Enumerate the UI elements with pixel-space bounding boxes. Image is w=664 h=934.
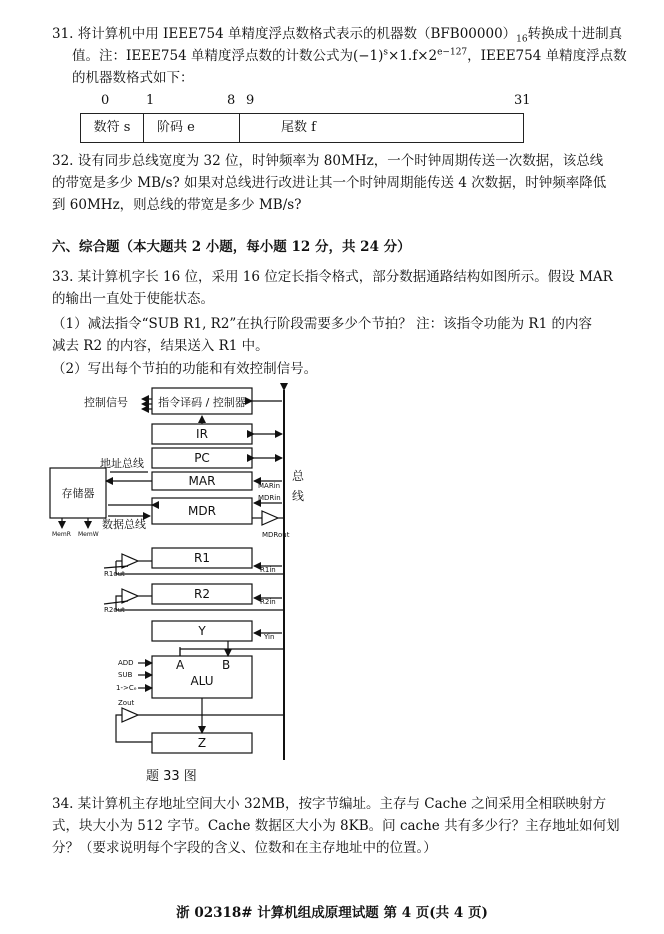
- alu-b-label: B: [222, 658, 231, 672]
- bit-8: 8: [227, 93, 236, 108]
- bus-label-2: 线: [292, 489, 305, 503]
- memw-label: MemW: [78, 531, 99, 538]
- alu-a-label: A: [176, 658, 185, 672]
- q31-line2: 值。注：IEEE754 单精度浮点数的计数公式为$(-1)^s\times 1.f\times 2^{e-127}$，IEEE754 单精度浮点数: [72, 47, 627, 64]
- y-label: Y: [198, 624, 206, 638]
- bit-0: 0: [101, 93, 110, 108]
- mar-label: MAR: [188, 474, 216, 488]
- decoder-label: 指令译码 / 控制器: [158, 396, 246, 409]
- marin-label: MARin: [258, 482, 281, 490]
- z-label: Z: [197, 736, 207, 750]
- q33-line5: （2）写出每个节拍的功能和有效控制信号。: [52, 361, 318, 377]
- control-signal-label: 控制信号: [84, 396, 128, 409]
- mdrout-label: MDRout: [262, 531, 290, 539]
- alu-label: ALU: [190, 674, 214, 688]
- mdrout-buffer: [262, 511, 278, 525]
- datapath-diagram: [0, 380, 664, 790]
- bus-label-1: 总: [292, 469, 305, 483]
- q31-line1: 31. 将计算机中用 IEEE754 单精度浮点数格式表示的机器数$(BFB00000)_{16}$转换成十进制真: [52, 26, 623, 45]
- bit-31: 31: [514, 93, 531, 108]
- yin-label: Yin: [264, 633, 275, 641]
- q34-line3: 分？（要求说明每个字段的含义、位数和在主存地址中的位置。）: [52, 840, 437, 856]
- q32-line3: 到 60MHz，则总线的带宽是多少 MB/s?: [52, 197, 302, 213]
- zout-label: Zout: [118, 699, 135, 707]
- ir-label: IR: [196, 427, 208, 441]
- memr-label: MemR: [52, 531, 71, 538]
- r2out-label: R2out: [104, 606, 125, 614]
- field-exponent: 阶码 e: [157, 120, 195, 135]
- q33-line2: 的输出一直处于使能状态。: [52, 291, 214, 307]
- address-bus-label: 地址总线: [100, 457, 144, 470]
- page-footer: 浙 02318# 计算机组成原理试题 第 4 页(共 4 页): [176, 905, 488, 921]
- bit-1: 1: [146, 93, 155, 108]
- q32-line2: 的带宽是多少 MB/s? 如果对总线进行改进让其一个时钟周期能传送 4 次数据，时钟频率降低: [52, 175, 607, 191]
- r1out-label: R1out: [104, 570, 125, 578]
- data-bus-label: 数据总线: [102, 518, 146, 531]
- q34-line2: 式，块大小为 512 字节。Cache 数据区大小为 8KB。问 cache 共有多少行？主存地址如何划: [52, 818, 620, 834]
- sub-signal-label: SUB: [118, 671, 133, 679]
- r1in-label: R1in: [260, 566, 276, 574]
- memory-label: 存储器: [61, 487, 95, 500]
- zout-buffer: [122, 708, 138, 722]
- section-heading: 六、综合题（本大题共 2 小题，每小题 12 分，共 24 分）: [52, 239, 411, 255]
- q31-line3: 的机器数格式如下：: [72, 70, 194, 86]
- pc-label: PC: [194, 451, 210, 465]
- field-mantissa: 尾数 f: [281, 120, 316, 135]
- mdrin-label: MDRin: [258, 494, 281, 502]
- float-format-table: [80, 113, 524, 143]
- r2-label: R2: [194, 587, 210, 601]
- q34-line1: 34. 某计算机主存地址空间大小 32MB，按字节编址。主存与 Cache 之间采用全相联映射方: [52, 796, 607, 812]
- bit-9: 9: [246, 93, 255, 108]
- q33-line4: 减去 R2 的内容，结果送入 R1 中。: [52, 338, 269, 354]
- mdr-label: MDR: [188, 504, 216, 518]
- carry-signal-label: 1->Cₑ: [116, 684, 137, 692]
- add-signal-label: ADD: [118, 659, 134, 667]
- figure-caption: 题 33 图: [146, 769, 197, 784]
- r1-label: R1: [194, 551, 210, 565]
- q32-line1: 32. 设有同步总线宽度为 32 位，时钟频率为 80MHz，一个时钟周期传送一次数据，该总线: [52, 153, 604, 169]
- q33-line1: 33. 某计算机字长 16 位，采用 16 位定长指令格式，部分数据通路结构如图所示。假设 MAR: [52, 269, 613, 285]
- q33-line3: （1）减法指令“SUB R1, R2”在执行阶段需要多少个节拍？ 注：该指令功能为 R1 的内容: [52, 316, 592, 332]
- field-sign: 数符 s: [93, 120, 131, 135]
- r2in-label: R2in: [260, 598, 276, 606]
